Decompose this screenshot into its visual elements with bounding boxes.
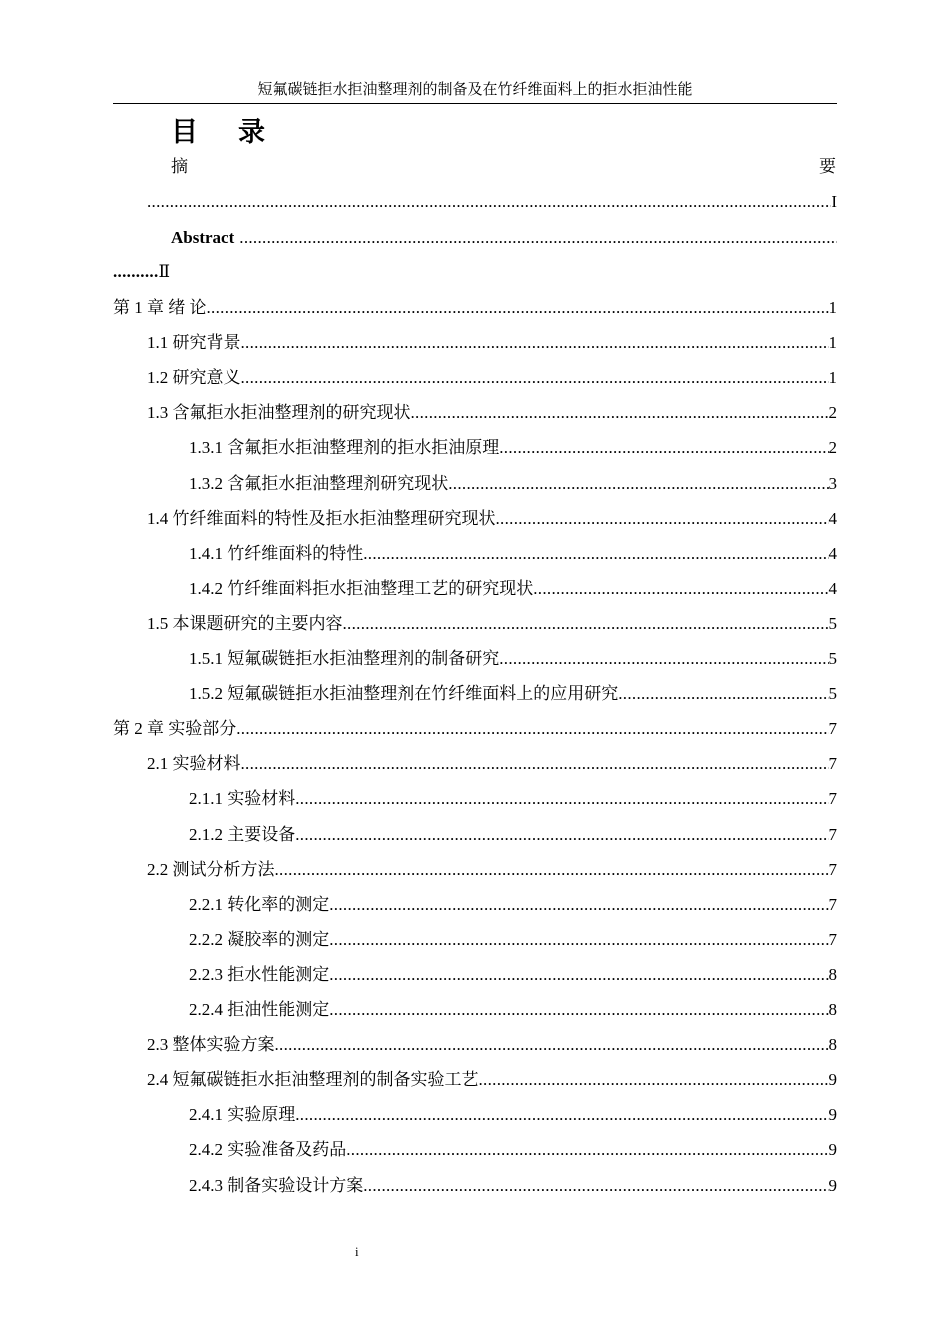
toc-page: 3 [828, 473, 837, 493]
toc-entry-abstract-en[interactable] [171, 226, 837, 250]
toc-page: 4 [828, 543, 837, 563]
toc-page: 7 [828, 824, 837, 844]
toc-page: 7 [828, 859, 837, 879]
toc-entry-text: 2.2.4 拒油性能测定 [189, 1000, 330, 1019]
toc-entry[interactable] [189, 436, 837, 460]
toc-entry[interactable] [147, 507, 837, 531]
toc-leader [363, 542, 828, 566]
toc-entry[interactable] [189, 893, 837, 917]
toc-leader [239, 226, 837, 250]
toc-entry[interactable] [189, 577, 837, 601]
toc-page: 7 [828, 789, 837, 809]
abstract-cn-label-left[interactable]: 摘 [171, 157, 188, 177]
toc-entry[interactable] [113, 717, 837, 741]
toc-entry[interactable] [189, 963, 837, 987]
toc-entry-text: Abstract [171, 228, 235, 247]
toc-entry-text: 2.4.1 实验原理 [189, 1105, 296, 1125]
toc-page: 7 [828, 929, 837, 949]
toc-page: 9 [828, 1070, 837, 1090]
toc-leader [499, 436, 828, 460]
toc-entry-text: 1.5 本课题研究的主要内容 [147, 613, 343, 633]
toc-entry[interactable] [189, 1103, 837, 1127]
toc-entry-text: 1.5.2 短氟碳链拒水拒油整理剂在竹纤维面料上的应用研究 [189, 684, 619, 704]
toc-page: 9 [828, 1140, 837, 1160]
toc-entry-text: 1.2 研究意义 [147, 368, 241, 388]
toc-page: 1 [828, 333, 837, 353]
toc-entry[interactable] [189, 682, 837, 706]
toc-entry-text: 2.4 短氟碳链拒水拒油整理剂的制备实验工艺 [147, 1070, 479, 1090]
toc-entry-abstract-cn[interactable] [147, 190, 837, 214]
toc-entry-text: 1.1 研究背景 [147, 333, 241, 353]
toc-leader [343, 612, 829, 636]
toc-entry[interactable] [189, 647, 837, 671]
toc-entry-text: 2.2.1 转化率的测定 [189, 894, 330, 914]
toc-entry[interactable] [189, 1138, 837, 1162]
toc-leader [241, 366, 829, 390]
toc-entry-text: 1.4.2 竹纤维面料拒水拒油整理工艺的研究现状 [189, 578, 534, 598]
page-header: 短氟碳链拒水拒油整理剂的制备及在竹纤维面料上的拒水拒油性能 [257, 82, 693, 98]
toc-entry-text: 2.4.2 实验准备及药品 [189, 1140, 347, 1160]
toc-entry-text: 2.2.2 凝胶率的测定 [189, 929, 330, 949]
toc-entry[interactable] [147, 1068, 837, 1092]
toc-entry-text: 2.1 实验材料 [147, 754, 241, 774]
toc-leader [329, 963, 828, 987]
toc-page: 7 [828, 754, 837, 774]
toc-page: 8 [828, 1000, 837, 1019]
toc-leader [147, 190, 831, 214]
toc-page: 2 [828, 438, 837, 458]
toc-page: 8 [828, 1035, 837, 1055]
toc-entry-text: 2.1.1 实验材料 [189, 789, 296, 809]
toc-entry-text: 第 2 章 实验部分 [113, 719, 237, 739]
toc-entry-text: 2.3 整体实验方案 [147, 1035, 275, 1055]
toc-leader [499, 647, 828, 671]
toc-entry[interactable] [147, 366, 837, 390]
toc-entry[interactable] [189, 998, 837, 1022]
toc-entry-text: 1.5.1 短氟碳链拒水拒油整理剂的制备研究 [189, 649, 500, 668]
toc-page: 9 [828, 1175, 837, 1195]
toc-page: 5 [828, 613, 837, 633]
toc-entry[interactable] [147, 752, 837, 776]
toc-page: 8 [828, 964, 837, 984]
toc-leader [533, 577, 828, 601]
toc-entry[interactable] [189, 928, 837, 952]
toc-leader [448, 472, 828, 496]
toc-entry-text: 2.2 测试分析方法 [147, 859, 275, 879]
toc-page: 7 [828, 719, 837, 739]
toc-page: I [831, 192, 837, 211]
toc-entry[interactable] [147, 858, 837, 882]
toc-leader-short: .......... [113, 262, 159, 281]
toc-entry[interactable] [147, 1033, 837, 1057]
toc-leader [363, 1174, 828, 1198]
toc-leader [295, 1103, 828, 1127]
toc-entry-text: 第 1 章 绪 论 [113, 298, 207, 317]
toc-entry[interactable] [189, 472, 837, 496]
toc-entry-text: 1.4 竹纤维面料的特性及拒水拒油整理研究现状 [147, 508, 496, 528]
toc-page: 5 [828, 684, 837, 704]
toc-leader [236, 717, 828, 741]
toc-entry-text: 2.1.2 主要设备 [189, 824, 296, 844]
toc-entry[interactable] [189, 787, 837, 811]
toc-entry-abstract-en-cont[interactable] [113, 260, 170, 284]
toc-leader [496, 507, 829, 531]
toc-entry-text: 1.3.2 含氟拒水拒油整理剂研究现状 [189, 473, 449, 493]
toc-leader [411, 401, 829, 425]
toc-page: 7 [828, 894, 837, 914]
toc-entry[interactable] [147, 612, 837, 636]
toc-leader [329, 928, 828, 952]
header-rule [113, 103, 837, 104]
abstract-cn-label-right[interactable]: 要 [819, 157, 836, 177]
toc-entry-text: 1.3.1 含氟拒水拒油整理剂的拒水拒油原理 [189, 438, 500, 458]
toc-leader [346, 1138, 828, 1162]
toc-entry[interactable] [147, 331, 837, 355]
toc-entry-text: 2.2.3 拒水性能测定 [189, 964, 330, 984]
toc-leader [207, 296, 829, 320]
toc-leader [241, 752, 829, 776]
toc-page: 1 [828, 368, 837, 388]
toc-leader [479, 1068, 829, 1092]
toc-page: 1 [828, 298, 837, 317]
toc-page: 4 [828, 578, 837, 598]
toc-leader [295, 823, 828, 847]
toc-entry[interactable] [147, 401, 837, 425]
toc-page: 5 [828, 649, 837, 668]
toc-entry[interactable] [113, 296, 837, 320]
toc-entry[interactable] [189, 542, 837, 566]
toc-leader [618, 682, 828, 706]
toc-entry[interactable] [189, 1174, 837, 1198]
toc-title: 目录 [171, 117, 305, 148]
toc-leader [329, 998, 828, 1022]
toc-entry[interactable] [189, 823, 837, 847]
toc-page: Ⅱ [158, 262, 171, 281]
toc-page: 9 [828, 1105, 837, 1125]
toc-entry-text: 1.3 含氟拒水拒油整理剂的研究现状 [147, 403, 411, 423]
toc-leader [329, 893, 828, 917]
toc-leader [241, 331, 829, 355]
toc-entry-text: 2.4.3 制备实验设计方案 [189, 1175, 364, 1195]
toc-page: 4 [828, 508, 837, 528]
toc-entry-text: 1.4.1 竹纤维面料的特性 [189, 543, 364, 563]
page-number: i [355, 1244, 359, 1259]
toc-page: 2 [828, 403, 837, 423]
toc-leader [275, 858, 829, 882]
toc-leader [275, 1033, 829, 1057]
toc-leader [295, 787, 828, 811]
